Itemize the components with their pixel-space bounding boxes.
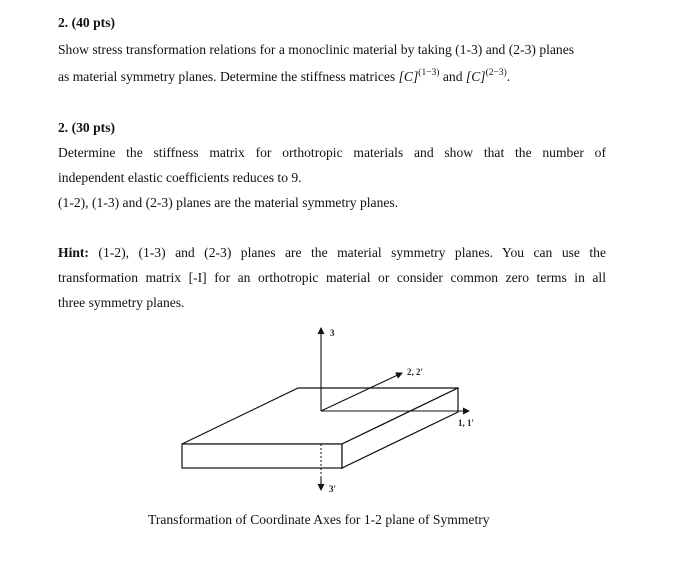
matrix-symbol-13: [C]	[398, 69, 419, 84]
hint-line-1-text: (1-2), (1-3) and (2-3) planes are the material symmetry planes. You can use the	[88, 245, 606, 260]
question-2-line-2: independent elastic coefficients reduces to 9.	[58, 170, 302, 185]
axis-2-label: 2, 2′	[407, 367, 424, 377]
question-1-heading: 2. (40 pts)	[58, 15, 116, 30]
question-1-line-2-prefix: as material symmetry planes. Determine the stiffness matrices	[58, 69, 399, 84]
question-2-heading: 2. (30 pts)	[58, 120, 116, 135]
hint-label: Hint:	[58, 245, 89, 260]
question-2-line-1: Determine the stiffness matrix for orthotropic materials and show that the number of	[58, 145, 606, 160]
question-1-line-2-suffix: .	[506, 69, 511, 84]
question-2-line-3: (1-2), (1-3) and (2-3) planes are the material symmetry planes.	[58, 195, 399, 210]
question-1-line-1: Show stress transformation relations for a monoclinic material by taking (1-3) and (2-3) planes	[58, 42, 575, 57]
plate-front-face	[182, 444, 342, 468]
superscript-13: (1−3)	[418, 68, 440, 78]
hint-line-2: transformation matrix [-I] for an orthotropic material or consider common zero terms in all	[58, 270, 606, 285]
axis-3-label: 3	[330, 328, 335, 338]
question-1-line-2-mid: and	[439, 69, 466, 84]
axis-1-label: 1, 1′	[458, 418, 475, 428]
hint-line-3: three symmetry planes.	[58, 295, 185, 310]
axis-3prime-label: 3′	[329, 484, 337, 494]
figure-caption: Transformation of Coordinate Axes for 1-2 plane of Symmetry	[148, 512, 490, 527]
matrix-symbol-23: [C]	[465, 69, 486, 84]
superscript-23: (2−3)	[485, 68, 507, 78]
